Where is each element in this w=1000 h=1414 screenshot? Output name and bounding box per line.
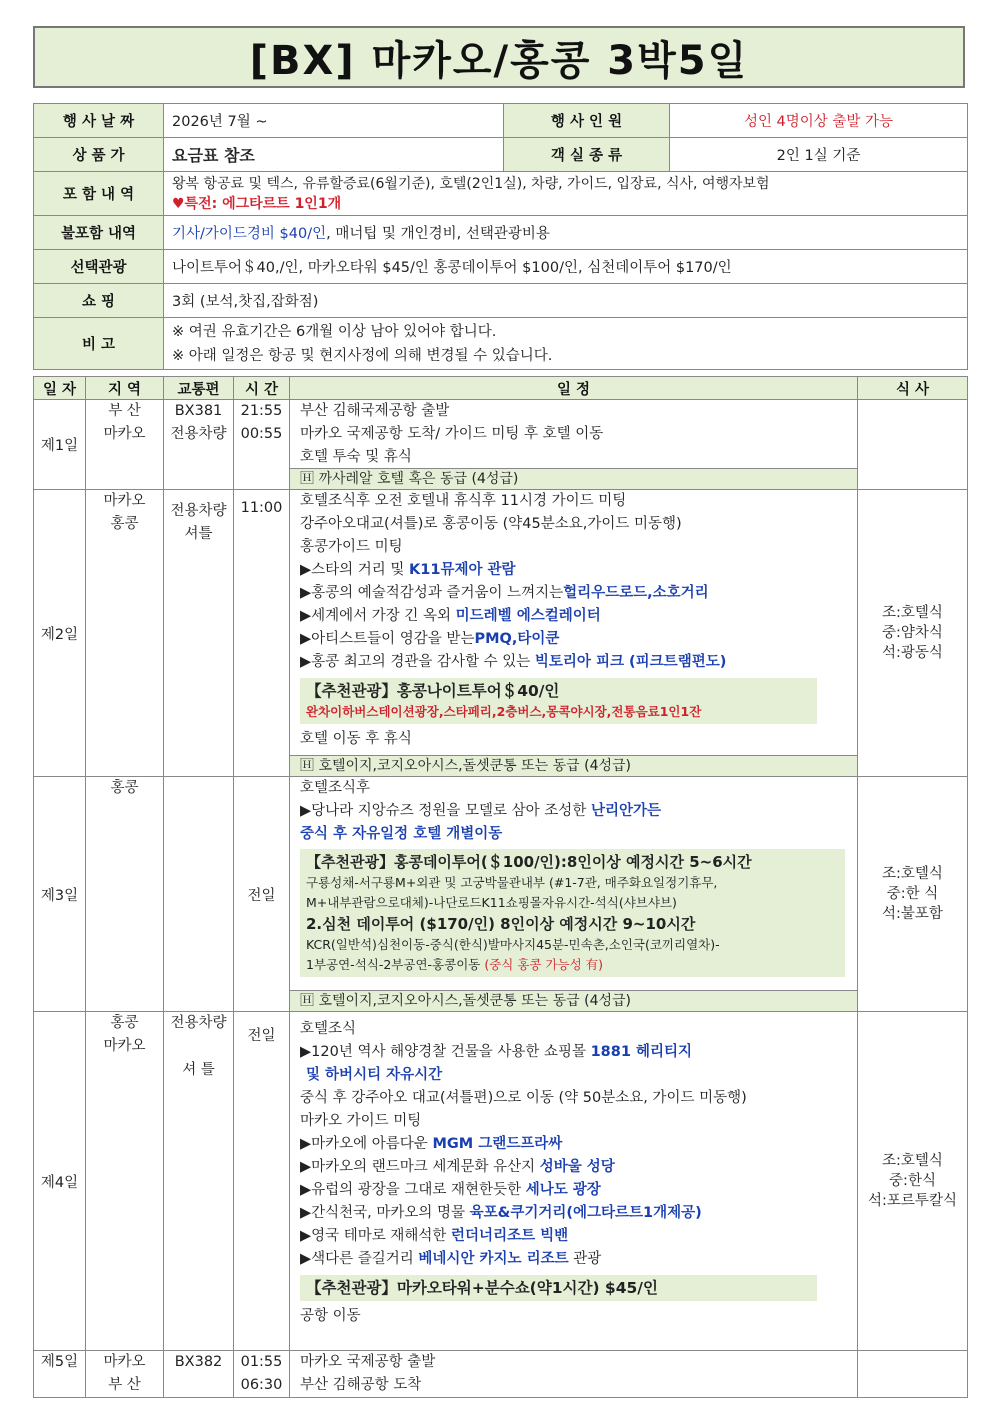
day3-optional2-title: 2.심천 데이투어 ($170/인) 8인이상 예정시간 9~10시간 [306,915,696,933]
day4-transport-2: 셔 틀 [182,1062,215,1078]
day2-optional-title: 【추천관광】홍콩나이트투어＄40/인 [306,682,560,700]
day2-line-4-highlight: K11뮤제아 관람 [409,562,516,578]
shopping-label: 쇼 핑 [34,284,164,318]
day3-line-1: 호텔조식후 [300,780,371,796]
people-value: 성인 4명이상 출발 가능 [670,104,968,138]
day5-label: 제5일 [34,1351,86,1398]
day4-region-1: 홍콩 [110,1015,139,1031]
day1-transport-2: 전용차량 [170,426,227,442]
day2-transport [164,490,234,777]
day4-line-11 [290,1248,857,1271]
day4-line-5: 마카오 가이드 미팅 [300,1113,422,1129]
date-value: 2026년 7월 ~ [164,104,504,138]
exclude-cell [164,216,968,250]
day3-meal-lunch: 중:한 식 [886,886,939,902]
price-value: 요금표 참조 [164,138,504,172]
day1-meal [858,400,968,490]
day2-line-5 [290,582,857,605]
header-transport: 교통편 [164,377,234,400]
day2-optional-detail: 완차이하버스테이션광장,스타페리,2층버스,몽콕야시장,전통음료1인1잔 [306,704,702,719]
day2-line-5-text: ▶홍콩의 예술적감성과 즐거움이 느껴지는 [300,585,564,601]
day4-line-1: 호텔조식 [300,1021,357,1037]
day1-row [34,400,968,490]
header-schedule: 일 정 [290,377,858,400]
include-cell [164,172,968,216]
day1-time-2: 00:55 [240,426,283,442]
day1-line-2: 마카오 국제공항 도착/ 가이드 미팅 후 호텔 이동 [300,426,604,442]
header-time: 시 간 [234,377,290,400]
schedule-table [33,376,968,1398]
day3-time: 전일 [234,777,290,1012]
day1-time [234,400,290,490]
day4-line-8-highlight: 세나도 광장 [525,1182,601,1198]
day4-optional-box [300,1275,817,1301]
day2-label: 제2일 [34,490,86,777]
day4-optional-title: 【추천관광】마카오타워+분수쇼(약1시간) $45/인 [306,1279,658,1297]
optional-value: 나이트투어＄40,/인, 마카오타워 $45/인 홍콩데이투어 $100/인, 심천데이투어 $170/인 [164,250,968,284]
day2-region-1: 마카오 [103,493,146,509]
day4-line-9-text: ▶간식천국, 마카오의 명물 [300,1205,470,1221]
day3-label: 제3일 [34,777,86,1012]
day4-line-6-text: ▶마카오에 아름다운 [300,1136,433,1152]
day3-line-2-highlight: 난리안가든 [590,803,661,819]
note-2: ※ 아래 일정은 항공 및 현지사정에 의해 변경될 수 있습니다. [172,347,553,364]
day3-optional-title: 【추천관광】홍콩데이투어(＄100/인):8인이상 예정시간 5~6시간 [306,853,752,871]
note-label: 비 고 [34,318,164,370]
day2-line-9: 호텔 이동 후 휴식 [300,731,412,747]
day5-time [234,1351,290,1398]
day5-time-2: 06:30 [240,1377,283,1393]
day5-schedule [290,1351,858,1398]
day5-time-1: 01:55 [240,1354,283,1370]
exclude-rest: , 매너팁 및 개인경비, 선택관광비용 [326,226,550,242]
day4-line-10-highlight: 런더너리조트 빅밴 [451,1228,569,1244]
day2-meal-breakfast: 조:호텔식 [882,605,943,621]
day4-line-10-text: ▶영국 테마로 재해석한 [300,1228,452,1244]
day2-line-1: 호텔조식후 오전 호텔내 휴식후 11시경 가이드 미팅 [300,493,627,509]
day4-line-4: 중식 후 강주아오 대교(셔틀편)으로 이동 (약 50분소요, 가이드 미동행) [300,1090,747,1106]
day3-transport [164,777,234,1012]
day1-hotel: 🄷 까사레알 호텔 혹은 동급 (4성급) [290,468,857,489]
day4-line-11-tail: 관광 [568,1251,602,1267]
day5-line-2: 부산 김해공항 도착 [300,1377,422,1393]
day1-region-2: 마카오 [103,426,146,442]
day3-line-3: 중식 후 자유일정 호텔 개별이동 [300,826,503,842]
day4-line-6-highlight: MGM 그랜드프라싸 [432,1136,563,1152]
day5-line-1: 마카오 국제공항 출발 [300,1354,436,1370]
day4-line-7-text: ▶마카오의 랜드마크 세계문화 유산지 [300,1159,540,1175]
day4-transport-1: 전용차량 [170,1015,227,1031]
day4-line-12: 공항 이동 [300,1308,361,1324]
day4-line-2-text: ▶120년 역사 해양경찰 건물을 사용한 쇼핑몰 [300,1044,591,1060]
day4-line-11-text: ▶색다른 즐길거리 [300,1251,419,1267]
day4-line-2 [290,1041,857,1064]
day2-schedule [290,490,858,777]
room-value: 2인 1실 기준 [670,138,968,172]
include-label: 포 함 내 역 [34,172,164,216]
day2-transport-1: 전용차량 [170,503,227,519]
day4-meal-dinner: 석:포르투칼식 [868,1193,957,1209]
day3-optional-detail-2: M+내부관람으로대체)-나단로드K11쇼핑몰자유시간-석식(샤브샤브) [306,895,677,910]
day4-line-9-highlight: 육포&쿠기거리(에그타르트1개제공) [469,1205,702,1221]
day3-meal [858,777,968,1012]
day4-line-7-highlight: 성바울 성당 [539,1159,615,1175]
day4-time: 전일 [234,1012,290,1351]
day2-line-5-highlight: 헐리우드로드,소호거리 [563,585,709,601]
exclude-guide-fee: 기사/가이드경비 $40/인 [172,226,327,242]
optional-label: 선택관광 [34,250,164,284]
day4-line-2-highlight: 1881 헤리티지 [590,1044,693,1060]
header-meal: 식 사 [858,377,968,400]
day1-schedule [290,400,858,490]
day3-meal-breakfast: 조:호텔식 [882,866,943,882]
day5-row [34,1351,968,1398]
day3-schedule [290,777,858,1012]
day4-region-2: 마카오 [103,1038,146,1054]
day3-optional2-detail-2-text: 1부공연-석식-2부공연-홍콩이동 [306,957,485,972]
day4-line-10 [290,1225,857,1248]
day2-line-8-text: ▶홍콩 최고의 경관을 감사할 수 있는 [300,654,535,670]
day2-line-8-highlight: 빅토리아 피크 (피크트램편도) [534,654,727,670]
price-label: 상 품 가 [34,138,164,172]
day3-optional-box [300,849,845,977]
day2-region [86,490,164,777]
day4-line-3: 및 하버시티 자유시간 [306,1067,443,1083]
day1-label: 제1일 [34,400,86,490]
day5-meal [858,1351,968,1398]
day4-line-7 [290,1156,857,1179]
note-1: ※ 여권 유효기간은 6개월 이상 남아 있어야 합니다. [172,323,497,340]
page-title: [BX] 마카오/홍콩 3박5일 [33,26,965,88]
day3-region: 홍콩 [86,777,164,1012]
people-label: 행 사 인 원 [504,104,670,138]
day2-hotel: 🄷 호텔이지,코지오아시스,돌셋쿤통 또는 동급 (4성급) [290,755,857,776]
day4-meal-breakfast: 조:호텔식 [882,1153,943,1169]
day2-optional-box [300,678,817,724]
day4-line-6 [290,1133,857,1156]
day2-line-7-highlight: PMQ,타이쿤 [474,631,560,647]
day4-line-8-text: ▶유럽의 광장을 그대로 재현한듯한 [300,1182,526,1198]
exclude-label: 불포함 내역 [34,216,164,250]
day4-line-8 [290,1179,857,1202]
day2-time: 11:00 [234,490,290,777]
day2-line-6 [290,605,857,628]
day4-meal-lunch: 중:한식 [889,1173,936,1189]
header-day: 일 자 [34,377,86,400]
day2-transport-2: 셔틀 [184,526,213,542]
day4-transport [164,1012,234,1351]
day2-line-4 [290,559,857,582]
day2-line-8 [290,651,857,674]
day1-region-1: 부 산 [108,403,141,419]
day4-line-9 [290,1202,857,1225]
day2-meal [858,490,968,777]
day2-line-2: 강주아오대교(셔틀)로 홍콩이동 (약45분소요,가이드 미동행) [300,516,682,532]
day5-region [86,1351,164,1398]
day2-region-2: 홍콩 [110,516,139,532]
day3-line-2-text: ▶당나라 지앙슈즈 정원을 모델로 삼아 조성한 [300,803,591,819]
day5-region-1: 마카오 [103,1354,146,1370]
day2-line-3: 홍콩가이드 미팅 [300,539,403,555]
day5-region-2: 부 산 [108,1377,141,1393]
day1-time-1: 21:55 [240,403,283,419]
day4-row [34,1012,968,1351]
date-label: 행 사 날 짜 [34,104,164,138]
shopping-value: 3회 (보석,찻집,잡화점) [164,284,968,318]
day2-line-6-highlight: 미드레벨 에스컬레이터 [455,608,601,624]
day2-line-6-text: ▶세계에서 가장 긴 옥외 [300,608,456,624]
day1-line-1: 부산 김해국제공항 출발 [300,403,450,419]
day4-schedule [290,1012,858,1351]
day3-meal-dinner: 석:불포함 [882,906,943,922]
day3-optional2-detail-2 [306,955,839,975]
day1-transport [164,400,234,490]
day1-transport-1: BX381 [174,403,223,419]
day1-line-3: 호텔 투숙 및 휴식 [300,449,412,465]
include-value: 왕복 항공료 및 텍스, 유류할증료(6월기준), 호텔(2인1실), 차량, 가이드, 입장료, 식사, 여행자보험 [172,175,770,192]
day2-meal-lunch: 중:얌차식 [882,625,943,641]
day4-region [86,1012,164,1351]
day2-row [34,490,968,777]
note-cell [164,318,968,370]
day4-label: 제4일 [34,1012,86,1351]
include-special: ♥특전: 에그타르트 1인1개 [172,195,342,212]
day4-line-11-highlight: 베네시안 카지노 리조트 [418,1251,569,1267]
day2-line-7-text: ▶아티스트들이 영감을 받는 [300,631,475,647]
day3-optional2-note: (중식 홍콩 가능성 有) [484,957,604,972]
day3-line-2 [290,800,857,823]
header-region: 지 역 [86,377,164,400]
day4-meal [858,1012,968,1351]
day5-transport: BX382 [164,1351,234,1398]
day2-meal-dinner: 석:광동식 [882,645,943,661]
room-label: 객 실 종 류 [504,138,670,172]
day2-line-4-text: ▶스타의 거리 및 [300,562,410,578]
day3-optional2-detail-1: KCR(일반석)심천이동-중식(한식)발마사지45분-민속촌,소인국(코끼리열차)- [306,937,720,952]
day3-optional-detail-1: 구룡성채-서구룡M+외관 및 고궁박물관내부 (#1-7관, 매주화요일정기휴무, [306,875,718,890]
day1-region [86,400,164,490]
day3-row [34,777,968,1012]
info-table [33,103,968,370]
day2-line-7 [290,628,857,651]
day3-hotel: 🄷 호텔이지,코지오아시스,돌셋쿤통 또는 동급 (4성급) [290,990,857,1011]
